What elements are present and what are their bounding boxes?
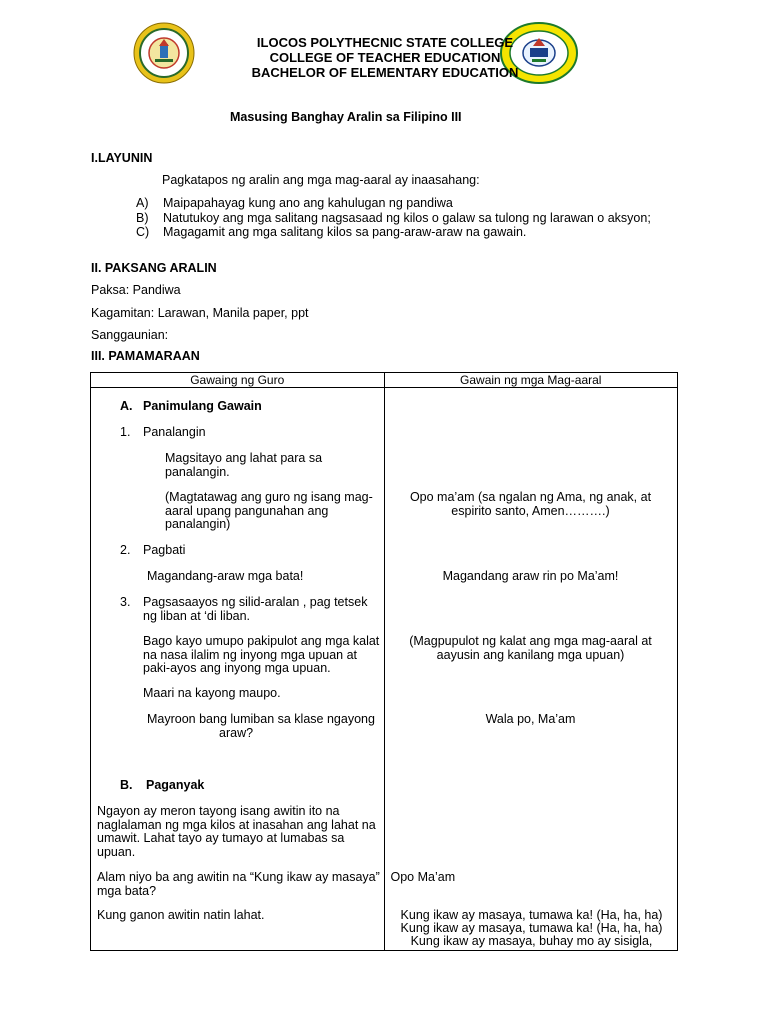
song-line: Kung ikaw ay masaya, tumawa ka! (Ha, ha, ha) (400, 921, 663, 935)
student-response: Opo Ma’am (390, 870, 456, 884)
section-b-marker: B. (120, 778, 133, 792)
teacher-greeting: Magandang-araw mga bata! (147, 569, 304, 583)
song-line: Kung ikaw ay masaya, buhay mo ay sisigla, (410, 934, 653, 948)
teacher-motivation: Ngayon ay meron tayong isang awitin ito na naglalaman ng mga kilos at inasahan ang lahat na umawit. Lahat tayo ay tumayo at lumabas sa upuan. (97, 804, 376, 859)
list-marker: B) (136, 210, 149, 225)
magaaral-cell (384, 388, 678, 951)
sanggaunian-line: Sanggaunian: (91, 328, 169, 342)
section-b-title: Paganyak (146, 778, 205, 792)
list-item (136, 225, 651, 240)
document-title: Masusing Banghay Aralin sa Filipino III (230, 110, 462, 124)
objective-text: Maipapahayag kung ano ang kahulugan ng pandiwa (163, 196, 453, 210)
list-item (136, 196, 651, 211)
procedure-table (90, 372, 678, 951)
step-3-label: Pagsasaayos ng silid-aralan , pag tetsek ng liban at ‘di liban. (143, 595, 368, 623)
teacher-question: Alam niyo ba ang awitin na “Kung ikaw ay masaya” mga bata? (97, 870, 380, 898)
institution-name: ILOCOS POLYTHECNIC STATE COLLEGE (256, 35, 514, 50)
list-marker: C) (136, 225, 150, 239)
teacher-question-cont: araw? (219, 726, 254, 740)
student-response: Wala po, Ma’am (485, 712, 576, 726)
student-response: Magandang araw rin po Ma’am! (442, 569, 619, 583)
teacher-instruction: Bago kayo umupo pakipulot ang mga kalat na nasa ilalim ng inyong mga upuan at paki-ayos ang inyong mga upuan. (143, 634, 380, 675)
teacher-instruction: Magsitayo ang lahat para sa panalangin. (165, 451, 323, 479)
objective-text: Magagamit ang mga salitang kilos sa pang-araw-araw na gawain. (163, 225, 527, 239)
teacher-question: Mayroon bang lumiban sa klase ngayong (147, 712, 375, 726)
layunin-intro: Pagkatapos ng aralin ang mga mag-aaral ay inaasahang: (162, 173, 480, 187)
step-1-marker: 1. (120, 425, 131, 439)
table-header-row (91, 373, 678, 388)
layunin-heading: I.LAYUNIN (91, 151, 153, 165)
teacher-instruction: Maari na kayong maupo. (143, 686, 281, 700)
teacher-instruction: Kung ganon awitin natin lahat. (97, 908, 265, 922)
college-seal-icon (133, 22, 195, 84)
pamamaraan-heading: III. PAMAMARAAN (91, 349, 200, 363)
student-response: (Magpupulot ng kalat ang mga mag-aaral at aayusin ang kanilang mga upuan) (409, 634, 652, 662)
objectives-list (136, 196, 651, 240)
section-a-title: Panimulang Gawain (143, 399, 262, 413)
paksa-line: Paksa: Pandiwa (91, 283, 181, 297)
list-item (136, 211, 651, 226)
song-line: Kung ikaw ay masaya, tumawa ka! (Ha, ha, ha) (400, 908, 663, 922)
step-2-marker: 2. (120, 543, 131, 557)
objective-text: Natutukoy ang mga salitang nagsasaad ng kilos o galaw sa tulong ng larawan o aksyon; (163, 210, 651, 225)
step-3-marker: 3. (120, 595, 131, 609)
teacher-note: (Magtatawag ang guro ng isang mag-aaral upang pangunahan ang panalangin) (165, 490, 373, 531)
college-name: COLLEGE OF TEACHER EDUCATION (269, 50, 501, 65)
program-name: BACHELOR OF ELEMENTARY EDUCATION (251, 65, 519, 80)
kagamitan-line: Kagamitan: Larawan, Manila paper, ppt (91, 306, 309, 320)
table-row (91, 388, 678, 951)
student-response: Opo ma’am (sa ngalan ng Ama, ng anak, at espirito santo, Amen……….) (409, 490, 652, 518)
step-2-label: Pagbati (143, 543, 186, 557)
column-header-magaaral: Gawain ng mga Mag-aaral (384, 373, 678, 388)
section-a-marker: A. (120, 399, 133, 413)
paksang-aralin-heading: II. PAKSANG ARALIN (91, 261, 217, 275)
column-header-guro: Gawaing ng Guro (91, 373, 385, 388)
list-marker: A) (136, 196, 149, 210)
step-1-label: Panalangin (143, 425, 206, 439)
guro-cell (91, 388, 385, 951)
